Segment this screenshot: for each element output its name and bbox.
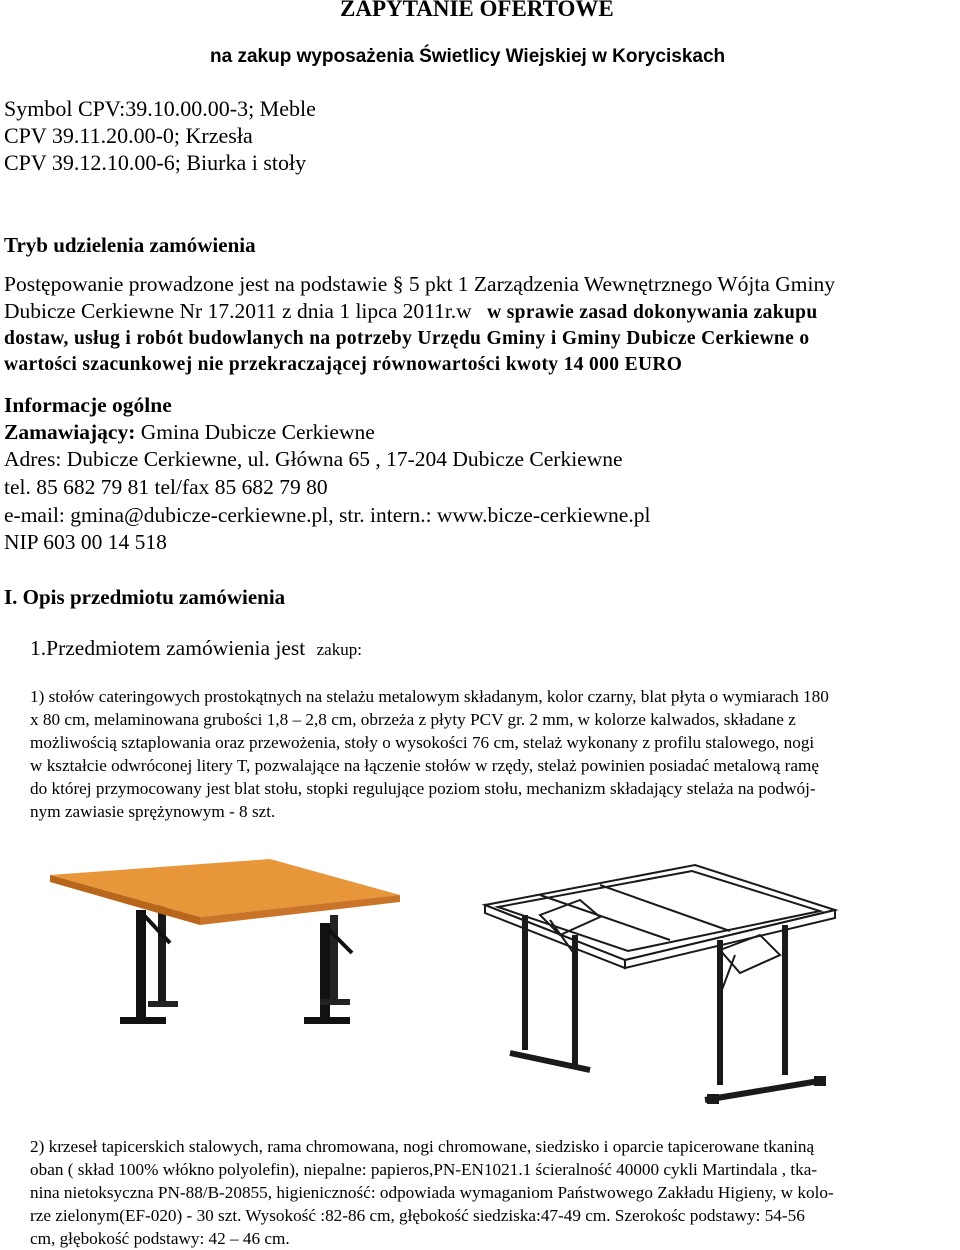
item2-line: 2) krzeseł tapicerskich stalowych, rama chromowana, nogi chromowane, siedzisko i oparcie tapicerowane tkaniną: [30, 1137, 815, 1156]
item2-line: oban ( skład 100% włókno polyolefin), niepalne: papieros,PN-EN1021.1 ścieralność 40000 cykli Martindala , tka-: [30, 1160, 818, 1179]
subject-intro-main: 1.Przedmiotem zamówienia jest: [30, 636, 306, 660]
frame-foot-pad: [708, 1095, 718, 1103]
address-line: Adres: Dubicze Cerkiewne, ul. Główna 65 , 17-204 Dubicze Cerkiewne: [4, 447, 623, 471]
procedure-line-part-bold: w sprawie zasad dokonywania zakupu: [487, 302, 818, 323]
item2-line: nina nietoksyczna PN-88/B-20855, higieniczność: odpowiada wymaganiom Państwowego Zakładu Higieny, w kolo-: [30, 1183, 834, 1202]
frame-foot-pad: [815, 1077, 825, 1085]
cpv-line: CPV 39.12.10.00-6; Biurka i stoły: [4, 150, 307, 175]
procedure-line: [4, 299, 818, 324]
item1-line: możliwością sztaplowania oraz przewożenia, stoły o wysokości 76 cm, stelaż wykonany z profilu stalowego, nogi: [30, 733, 815, 752]
buyer-label: Zamawiający:: [4, 420, 136, 444]
procedure-heading: Tryb udzielenia zamówienia: [4, 233, 256, 257]
table-foot: [120, 1017, 166, 1024]
cpv-line: Symbol CPV:39.10.00.00-3; Meble: [4, 96, 316, 121]
item1-line: nym zawiasie sprężynowym - 8 szt.: [30, 802, 276, 821]
table-foot: [148, 1001, 178, 1007]
frame-bar: [600, 885, 730, 931]
item2-line: cm, głębokość podstawy: 42 – 46 cm.: [30, 1229, 290, 1248]
frame-inner: [498, 871, 820, 951]
procedure-line: Postępowanie prowadzone jest na podstawie § 5 pkt 1 Zarządzenia Wewnętrznego Wójta Gminy: [4, 272, 835, 296]
item1-line: w kształcie odwróconej litery T, pozwalające na łączenie stołów w rzędy, stelaż powinien posiadać metalową ramę: [30, 756, 820, 775]
cpv-line: CPV 39.11.20.00-0; Krzesła: [4, 123, 253, 148]
info-heading: Informacje ogólne: [4, 393, 172, 417]
item2-line: rze zielonym(EF-020) - 30 szt. Wysokość :82-86 cm, głębokość siedziska:47-49 cm. Szerokośc podstawy: 54-56: [30, 1206, 805, 1225]
frame-side: [485, 905, 625, 968]
procedure-line-part: Dubicze Cerkiewne Nr 17.2011 z dnia 1 lipca 2011r.w: [4, 299, 472, 323]
frame-side: [625, 910, 835, 968]
procedure-line: wartości szacunkowej nie przekraczającej równowartości kwoty 14 000 EURO: [4, 354, 683, 375]
nip-line: NIP 603 00 14 518: [4, 530, 167, 554]
buyer-value: Gmina Dubicze Cerkiewne: [135, 420, 375, 444]
table-leg: [320, 923, 330, 1023]
section-heading: I. Opis przedmiotu zamówienia: [4, 585, 286, 609]
table-leg: [330, 915, 338, 1003]
frame-hinge: [720, 935, 780, 973]
table-frame-drawing: [480, 855, 840, 1120]
subject-intro-small: zakup:: [316, 640, 362, 659]
item1-line: do której przymocowany jest blat stołu, stopki regulujące poziom stołu, mechanizm składający stelaża na podwój-: [30, 779, 816, 798]
table-photo: [40, 855, 415, 1030]
document-subtitle: na zakup wyposażenia Świetlicy Wiejskiej w Koryciskach: [210, 46, 726, 67]
email-line: e-mail: gmina@dubicze-cerkiewne.pl, str. intern.: www.bicze-cerkiewne.pl: [4, 503, 651, 527]
buyer-line: [4, 420, 375, 445]
phone-line: tel. 85 682 79 81 tel/fax 85 682 79 80: [4, 475, 328, 499]
table-foot: [320, 999, 350, 1005]
table-leg: [136, 910, 146, 1023]
item1-line: x 80 cm, melaminowana grubości 1,8 – 2,8 cm, obrzeża z płyty PCV gr. 2 mm, w kolorze kalwados, składane z: [30, 710, 796, 729]
tabletop: [50, 859, 400, 917]
frame-brace: [550, 920, 575, 955]
item1-line: 1) stołów cateringowych prostokątnych na stelażu metalowym składanym, kolor czarny, blat płyta o wymiarach 180: [30, 687, 829, 706]
procedure-line: dostaw, usług i robót budowlanych na potrzeby Urzędu Gminy i Gminy Dubicze Cerkiewne o: [4, 328, 810, 349]
document-title: ZAPYTANIE OFERTOWE: [340, 0, 614, 21]
table-leg: [158, 901, 166, 1005]
table-foot: [304, 1017, 350, 1024]
subject-intro: [30, 636, 362, 661]
